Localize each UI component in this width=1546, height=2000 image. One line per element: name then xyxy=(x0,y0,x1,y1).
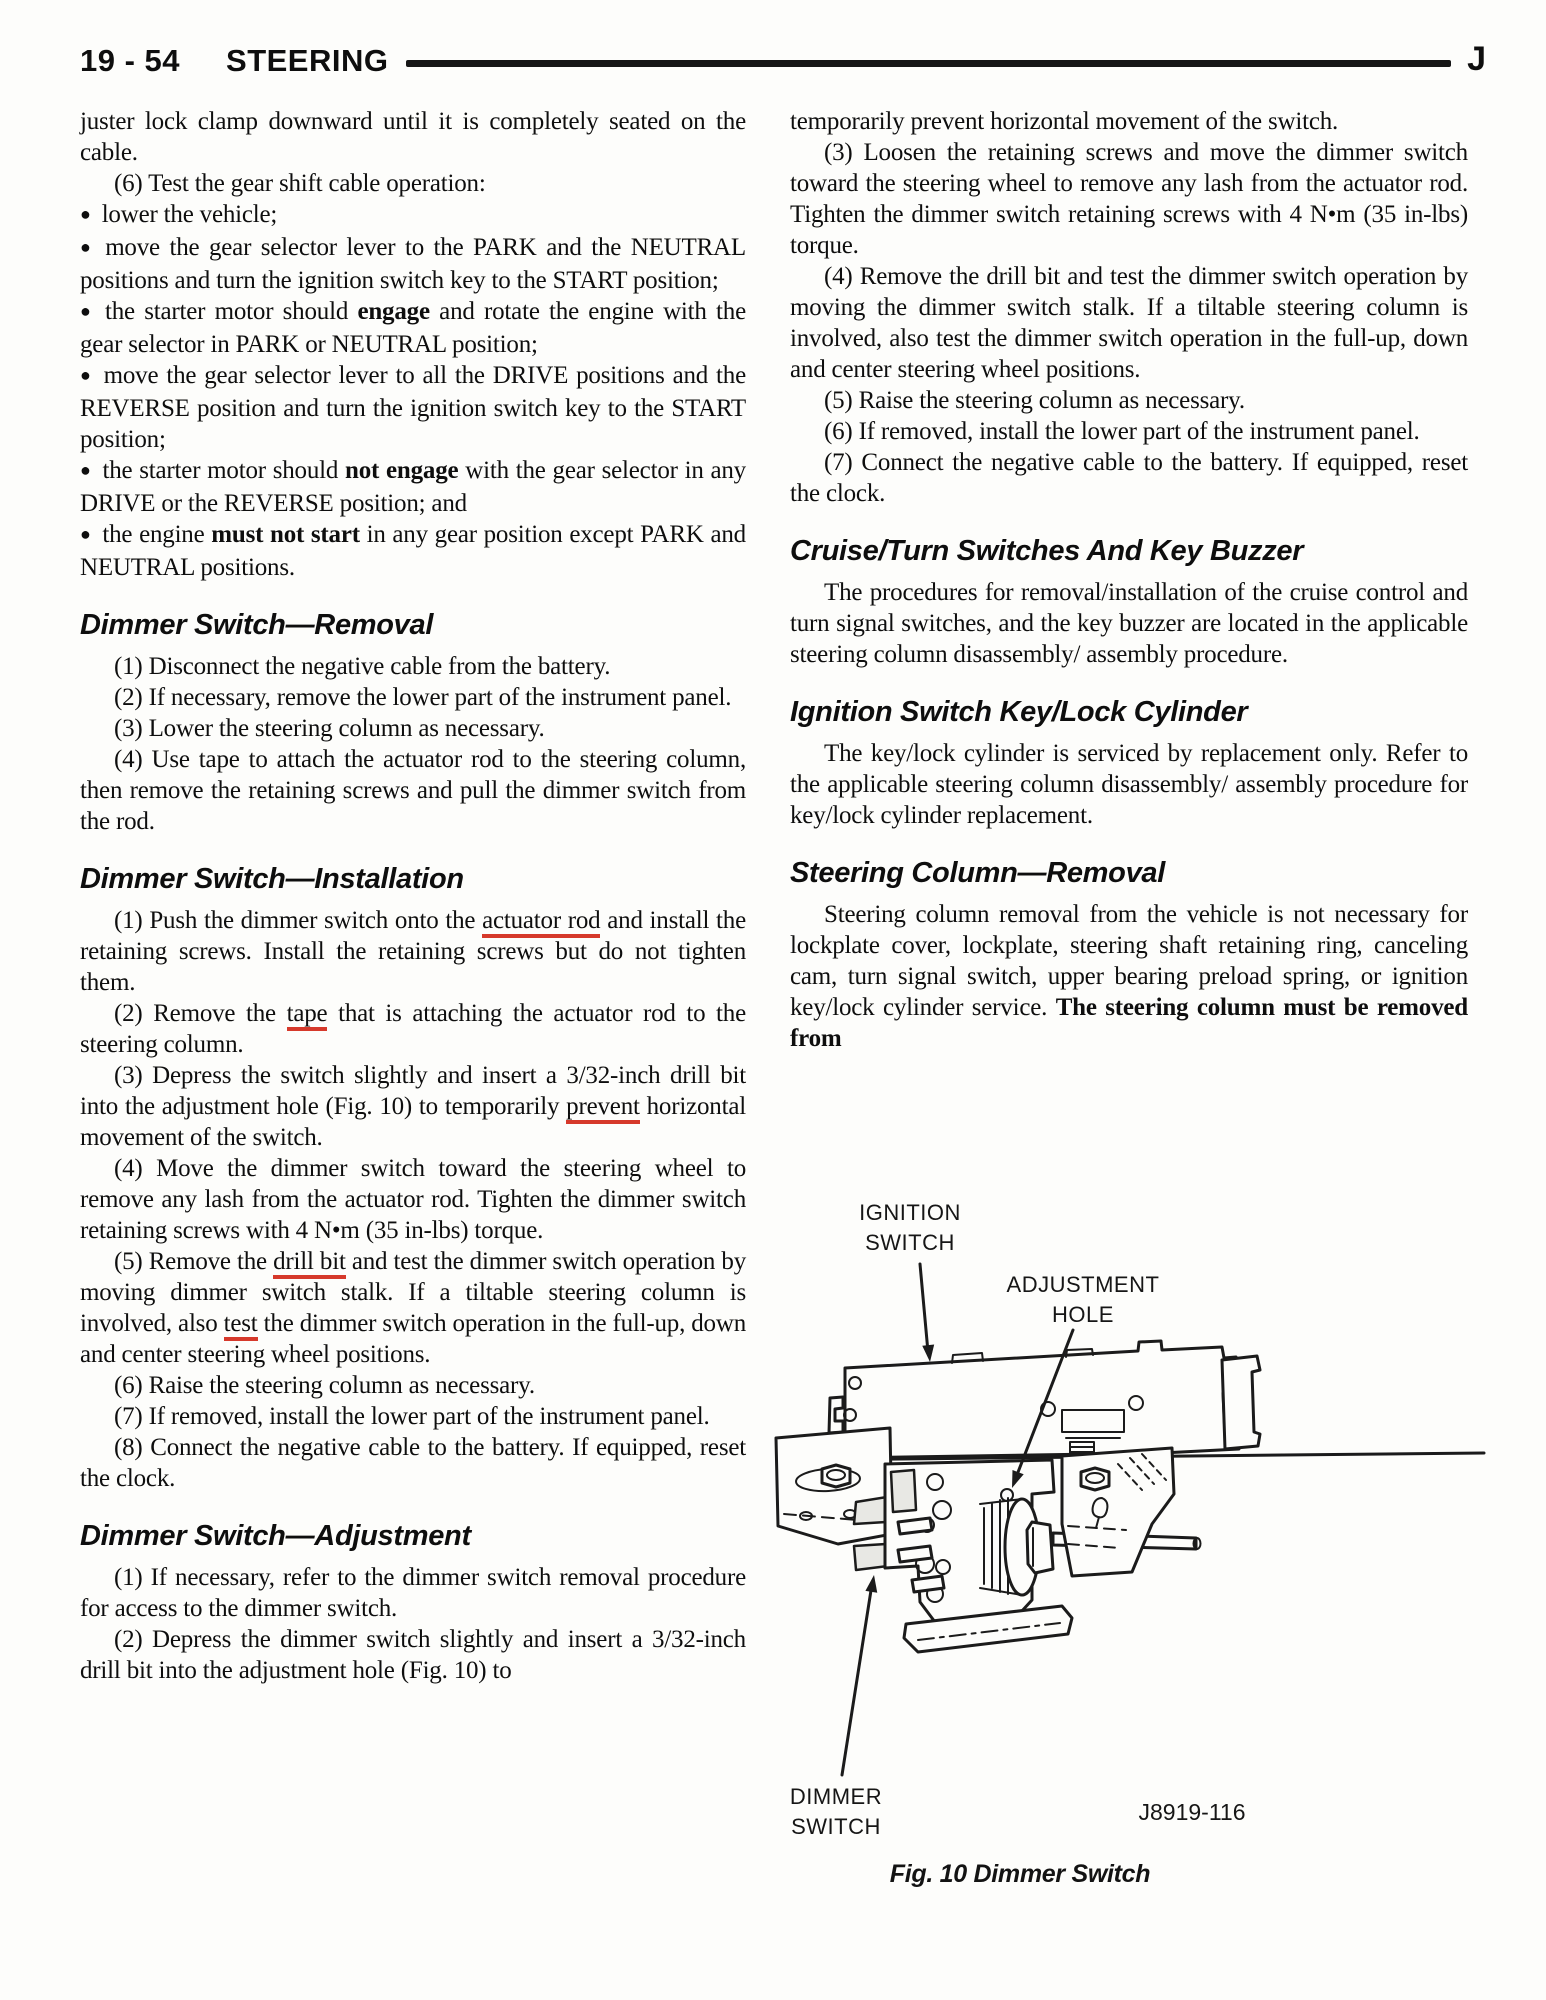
para-step xyxy=(80,682,746,713)
text-run: (2) If necessary, remove the lower part of the instrument panel. xyxy=(114,684,732,711)
bullet-icon: ● xyxy=(80,460,92,480)
svg-text:DIMMER: DIMMER xyxy=(789,1784,883,1809)
text-run: (6) If removed, install the lower part of the instrument panel. xyxy=(824,418,1420,445)
text-run: the starter motor should xyxy=(102,457,346,484)
text-run: and rotate the engine with the gear selector in PARK or NEUTRAL position; xyxy=(80,298,746,358)
red-underlined-run: prevent xyxy=(566,1093,640,1124)
text-run: (3) Lower the steering column as necessary. xyxy=(114,715,545,742)
text-run: (6) Raise the steering column as necessary. xyxy=(114,1372,535,1399)
text-run: (1) Push the dimmer switch onto the xyxy=(114,907,483,934)
bold-run: not engage xyxy=(345,457,459,484)
heading-dimmer-adjustment: Dimmer Switch—Adjustment xyxy=(80,1520,471,1552)
bullet-item xyxy=(80,455,746,519)
para-body xyxy=(790,577,1468,670)
text-run: juster lock clamp downward until it is completely seated on the cable. xyxy=(80,108,746,166)
text-run: (4) Move the dimmer switch toward the steering wheel to remove any lash from the actuator rod. Tighten the dimmer switch retaining screws with 4 N•m (35 in-lbs) torque. xyxy=(80,1155,746,1244)
para-continuation xyxy=(80,106,746,168)
bullet-icon: ● xyxy=(80,237,95,257)
text-run: the starter motor should xyxy=(104,298,358,325)
para-step xyxy=(80,1153,746,1246)
text-run: (4) Remove the drill bit and test the dimmer switch operation by moving the dimmer switch stalk. If a tiltable steering column is involved, also test the dimmer switch operation in the full-up, down and center steering wheel positions. xyxy=(790,263,1468,383)
para-continuation xyxy=(790,106,1468,137)
text-run: (1) Disconnect the negative cable from the battery. xyxy=(114,653,611,680)
text-run: with the gear selector in any DRIVE or the REVERSE position; and xyxy=(80,457,746,517)
bold-run: The steering column must be removed from xyxy=(790,994,1468,1052)
text-run: (6) Test the gear shift cable operation: xyxy=(114,170,486,197)
text-run: in any gear position except PARK and NEUTRAL positions. xyxy=(80,521,746,581)
text-run: (7) Connect the negative cable to the battery. If equipped, reset the clock. xyxy=(790,449,1468,507)
para-step xyxy=(80,651,746,682)
para-step xyxy=(790,261,1468,385)
text-run: (5) Remove the xyxy=(114,1248,274,1275)
bullet-item xyxy=(80,232,746,296)
adjustment-hole-label xyxy=(1007,1272,1160,1327)
bullet-icon: ● xyxy=(80,301,94,321)
text-run: (1) If necessary, refer to the dimmer switch removal procedure for access to the dimmer switch. xyxy=(80,1564,746,1622)
svg-text:IGNITION: IGNITION xyxy=(859,1200,961,1225)
para-step xyxy=(80,168,746,199)
heading-dimmer-removal: Dimmer Switch—Removal xyxy=(80,609,434,641)
bullet-icon: ● xyxy=(80,365,93,385)
left-bracket-drawing xyxy=(776,1428,892,1544)
text-run: and test the dimmer switch operation by moving dimmer switch stalk. If a tiltable steering column is involved, also xyxy=(80,1248,746,1337)
text-run: move the gear selector lever to the PARK and the NEUTRAL positions and turn the ignition switch key to the START position; xyxy=(80,234,746,294)
text-run: the engine xyxy=(102,521,212,548)
red-underlined-run: drill bit xyxy=(273,1248,346,1279)
para-step xyxy=(80,998,746,1060)
svg-text:ADJUSTMENT: ADJUSTMENT xyxy=(1006,1272,1160,1297)
red-underlined-run: actuator rod xyxy=(482,907,600,938)
text-run: (8) Connect the negative cable to the battery. If equipped, reset the clock. xyxy=(80,1434,746,1492)
para-step xyxy=(80,1370,746,1401)
para-step xyxy=(790,447,1468,509)
text-run: (3) Depress the switch slightly and insert a 3/32-inch drill bit into the adjustment hole (Fig. 10) to temporarily xyxy=(80,1062,746,1120)
header-rule xyxy=(406,60,1451,67)
leader-dimmer-switch xyxy=(842,1574,880,1775)
text-run: (2) Depress the dimmer switch slightly and insert a 3/32-inch drill bit into the adjustment hole (Fig. 10) to xyxy=(80,1626,746,1684)
text-run: The key/lock cylinder is serviced by replacement only. Refer to the applicable steering column disassembly/ assembly procedure for key/lock cylinder replacement. xyxy=(790,740,1468,829)
para-step xyxy=(80,905,746,998)
heading-ignition-keylock: Ignition Switch Key/Lock Cylinder xyxy=(790,696,1248,728)
para-step xyxy=(80,1624,746,1686)
dimmer-switch-label xyxy=(790,1784,882,1839)
para-step xyxy=(790,137,1468,261)
text-run: (3) Loosen the retaining screws and move the dimmer switch toward the steering wheel to remove any lash from the actuator rod. Tighten the dimmer switch retaining screws with 4 N•m (35 in-lbs) torque. xyxy=(790,139,1468,259)
section-title: STEERING xyxy=(226,42,389,78)
text-run: Steering column removal from the vehicle is not necessary for lockplate cover, lockplate, steering shaft retaining ring, canceling cam, turn signal switch, upper bearing preload spring, or ignition key/lock cylinder service. xyxy=(790,901,1468,1021)
bullet-icon: ● xyxy=(80,524,92,544)
leader-ignition-switch xyxy=(920,1264,936,1363)
section-letter: J xyxy=(1467,40,1486,78)
bullet-item xyxy=(80,519,746,583)
svg-text:SWITCH: SWITCH xyxy=(791,1814,881,1839)
text-run: that is attaching the actuator rod to the steering column. xyxy=(80,1000,747,1058)
right-bracket-drawing xyxy=(1062,1448,1174,1576)
svg-text:SWITCH: SWITCH xyxy=(865,1230,955,1255)
red-underlined-run: test xyxy=(224,1310,258,1341)
text-run: temporarily prevent horizontal movement of the switch. xyxy=(790,108,1339,135)
figure-part-code: J8919-116 xyxy=(1138,1799,1246,1825)
heading-steering-column-removal: Steering Column—Removal xyxy=(790,857,1165,889)
para-step xyxy=(790,385,1468,416)
ignition-switch-label xyxy=(859,1200,961,1255)
text-run: move the gear selector lever to all the DRIVE positions and the REVERSE position and turn the ignition switch key to the START position; xyxy=(80,362,746,453)
red-underlined-run: tape xyxy=(287,1000,328,1031)
para-step xyxy=(80,1060,746,1153)
text-run: and install the retaining screws. Install the retaining screws but do not tighten them. xyxy=(80,907,746,996)
bullet-icon: ● xyxy=(80,204,91,224)
text-run: (7) If removed, install the lower part of the instrument panel. xyxy=(114,1403,710,1430)
text-run: horizontal movement of the switch. xyxy=(80,1093,746,1151)
figure-dimmer-switch xyxy=(770,1192,1490,1902)
para-step xyxy=(80,713,746,744)
text-run: (4) Use tape to attach the actuator rod to the steering column, then remove the retaining screws and pull the dimmer switch from the rod. xyxy=(80,746,746,835)
page-header xyxy=(80,42,1486,79)
text-run: (2) Remove the xyxy=(114,1000,287,1027)
para-step xyxy=(80,744,746,837)
text-run: The procedures for removal/installation of the cruise control and turn signal switches, and the key buzzer are located in the applicable steering column disassembly/ assembly procedure. xyxy=(790,579,1468,668)
para-step xyxy=(790,416,1468,447)
heading-cruise-turn: Cruise/Turn Switches And Key Buzzer xyxy=(790,535,1304,567)
para-body xyxy=(790,899,1468,1054)
text-run: lower the vehicle; xyxy=(101,201,278,228)
text-run: (5) Raise the steering column as necessary. xyxy=(824,387,1245,414)
para-step xyxy=(80,1432,746,1494)
svg-text:HOLE: HOLE xyxy=(1052,1302,1114,1327)
para-body xyxy=(790,738,1468,831)
page-number: 19 - 54 xyxy=(80,42,181,78)
bold-run: engage xyxy=(357,298,430,325)
column-left xyxy=(80,106,746,1686)
para-step xyxy=(80,1246,746,1370)
column-right xyxy=(790,106,1468,1054)
text-run: the dimmer switch operation in the full-up, down and center steering wheel positions. xyxy=(80,1310,746,1368)
para-step xyxy=(80,1562,746,1624)
para-step xyxy=(80,1401,746,1432)
bullet-item xyxy=(80,360,746,455)
heading-dimmer-installation: Dimmer Switch—Installation xyxy=(80,863,464,895)
bullet-item xyxy=(80,296,746,360)
figure-caption: Fig. 10 Dimmer Switch xyxy=(889,1860,1151,1888)
bullet-item xyxy=(80,199,746,232)
bold-run: must not start xyxy=(211,521,360,548)
